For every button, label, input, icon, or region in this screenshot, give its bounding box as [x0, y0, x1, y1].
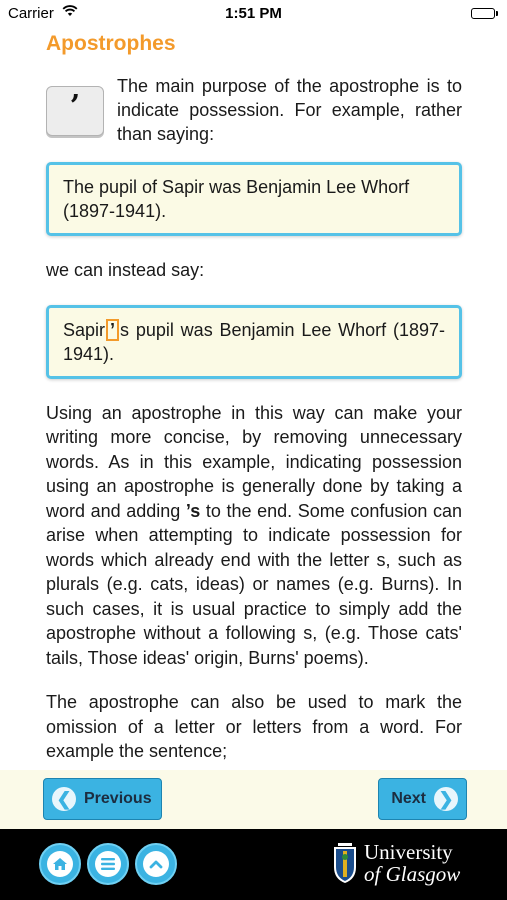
status-bar — [0, 0, 507, 28]
connector-text: we can instead say: — [46, 260, 205, 280]
next-button[interactable] — [378, 778, 467, 820]
apostrophe-key-icon: ’ — [46, 86, 104, 136]
battery-icon — [471, 8, 495, 19]
page-title: Apostrophes — [46, 32, 176, 55]
chevron-up-icon — [143, 851, 169, 877]
logo-text — [364, 841, 460, 885]
scroll-top-button[interactable] — [135, 843, 177, 885]
carrier-label: Carrier — [8, 5, 54, 22]
menu-icon — [95, 851, 121, 877]
logo-line-2: of Glasgow — [364, 862, 461, 886]
body-bold-suffix: ’s — [185, 500, 201, 521]
body-text-1: Using an apostrophe in this way can make your writing more concise, by removing unnecessary words. As in this example, indicating possession using an apostrophe is generally done by taking a word and adding — [46, 402, 462, 521]
body-paragraph-2: The apostrophe can also be used to mark the omission of a letter or letters from a word. For example the sentence; — [46, 692, 462, 761]
home-icon — [47, 851, 73, 877]
example-2-before: Sapir — [63, 319, 106, 340]
logo-line-1: University — [364, 840, 453, 864]
clock: 1:51 PM — [225, 5, 282, 22]
home-button[interactable] — [39, 843, 81, 885]
example-1-text: The pupil of Sapir was Benjamin Lee Whorf (1897-1941). — [63, 177, 410, 221]
intro-row — [46, 74, 462, 162]
menu-button[interactable] — [87, 843, 129, 885]
example-box-2 — [46, 305, 462, 379]
bottom-toolbar — [0, 829, 507, 900]
chevron-right-icon: ❯ — [434, 787, 458, 811]
next-label: Next — [391, 790, 426, 807]
previous-label: Previous — [84, 790, 152, 807]
previous-button[interactable] — [43, 778, 162, 820]
body-text-2: to the end. Some confusion can arise when attempting to indicate possession for words which already end with the letter s, such as plurals (e.g. cats, ideas) or names (e.g. Burns). In such cases, it is usual practice to simply add the apostrophe without a following s, (e.g. Those cats' tails, Those ideas' origin, Burns' poems). — [46, 500, 463, 668]
crest-icon — [332, 841, 358, 885]
example-box-1 — [46, 162, 462, 236]
chevron-left-icon: ❮ — [52, 787, 76, 811]
lesson-content — [46, 28, 462, 764]
body-paragraph-1 — [46, 401, 462, 671]
apostrophe-highlight: ’ — [106, 319, 119, 341]
university-logo — [332, 841, 472, 887]
intro-text: The main purpose of the apostrophe is to indicate possession. For example, rather than saying: — [117, 76, 462, 144]
example-2-after: s pupil was Benjamin Lee Whorf (1897-1941). — [63, 319, 445, 364]
